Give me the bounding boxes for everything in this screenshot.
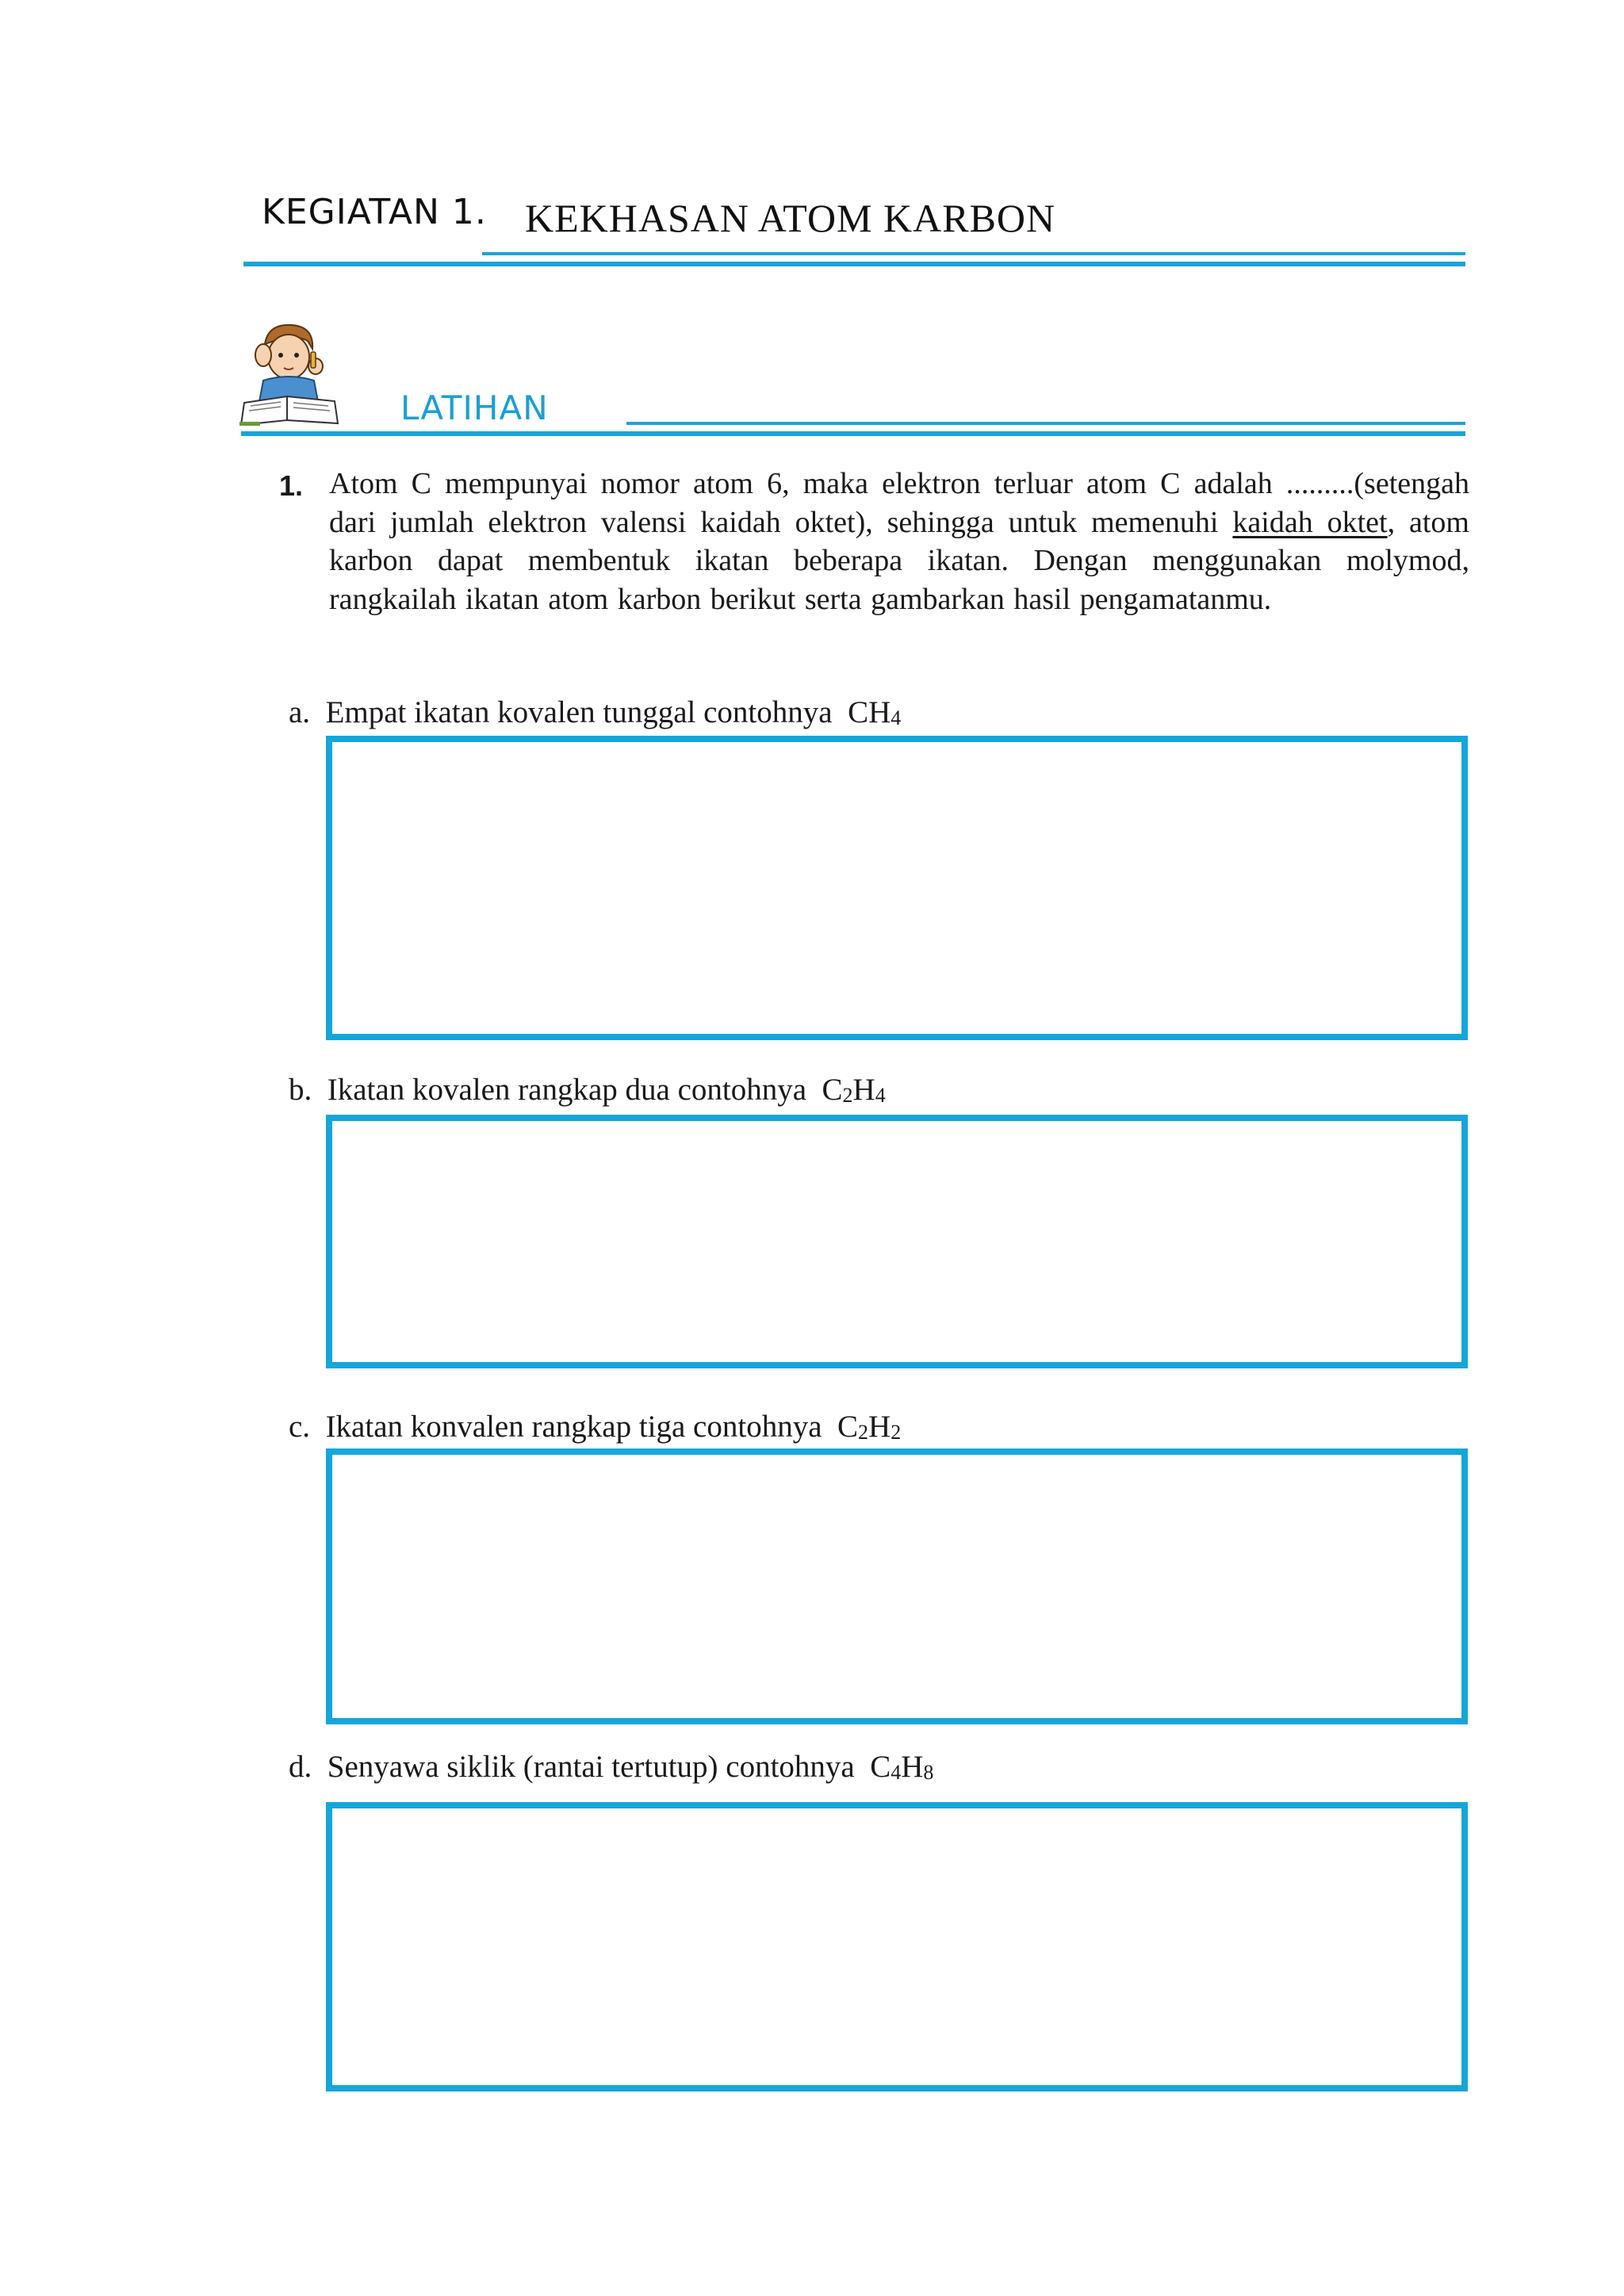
item-text: Ikatan konvalen rangkap tiga contohnya [325,1410,822,1444]
section-rule-top [626,422,1465,425]
question-text-before: Atom C mempunyai nomor atom 6, maka elektron terluar atom C adalah .........(setengah dari jumlah elektron valensi kaidah oktet), sehingga untuk memenuhi [329,467,1469,539]
activity-label: KEGIATAN 1. [262,192,487,232]
section-heading: LATIHAN [400,388,549,427]
item-letter: c. [289,1410,311,1444]
item-c-label [289,1409,901,1445]
item-formula: $CH_4$ [848,695,902,729]
item-b-label [289,1072,886,1108]
item-formula: $C_4H_8$ [870,1750,934,1784]
answer-box-b[interactable] [326,1115,1468,1368]
title-rule-bottom [243,262,1465,266]
studying-student-icon [236,317,341,428]
item-formula: $C_2H_4$ [822,1073,886,1107]
answer-box-d[interactable] [326,1802,1468,2091]
item-letter: b. [289,1073,312,1107]
question-text [329,465,1469,618]
item-text: Empat ikatan kovalen tunggal contohnya [325,695,833,729]
answer-box-a[interactable] [326,736,1468,1040]
item-letter: d. [289,1750,312,1784]
question-text-after: , atom karbon dapat membentuk ikatan beberapa ikatan. Dengan menggunakan molymod, rangkailah ikatan atom karbon berikut serta gambarkan hasil pengamatanmu. [329,505,1469,616]
answer-box-c[interactable] [326,1448,1468,1724]
title-rule-top [482,252,1465,255]
item-a-label [289,695,901,730]
item-text: Ikatan kovalen rangkap dua contohnya [327,1073,807,1107]
page-title: KEKHASAN ATOM KARBON [525,196,1056,240]
question-number: 1. [279,469,304,502]
item-d-label [289,1749,933,1785]
item-text: Senyawa siklik (rantai tertutup) contohnya [327,1750,855,1784]
question-underlined-term: kaidah oktet [1232,505,1388,539]
section-rule-bottom [241,431,1465,436]
item-formula: $C_2H_2$ [837,1410,902,1444]
item-letter: a. [289,695,311,729]
